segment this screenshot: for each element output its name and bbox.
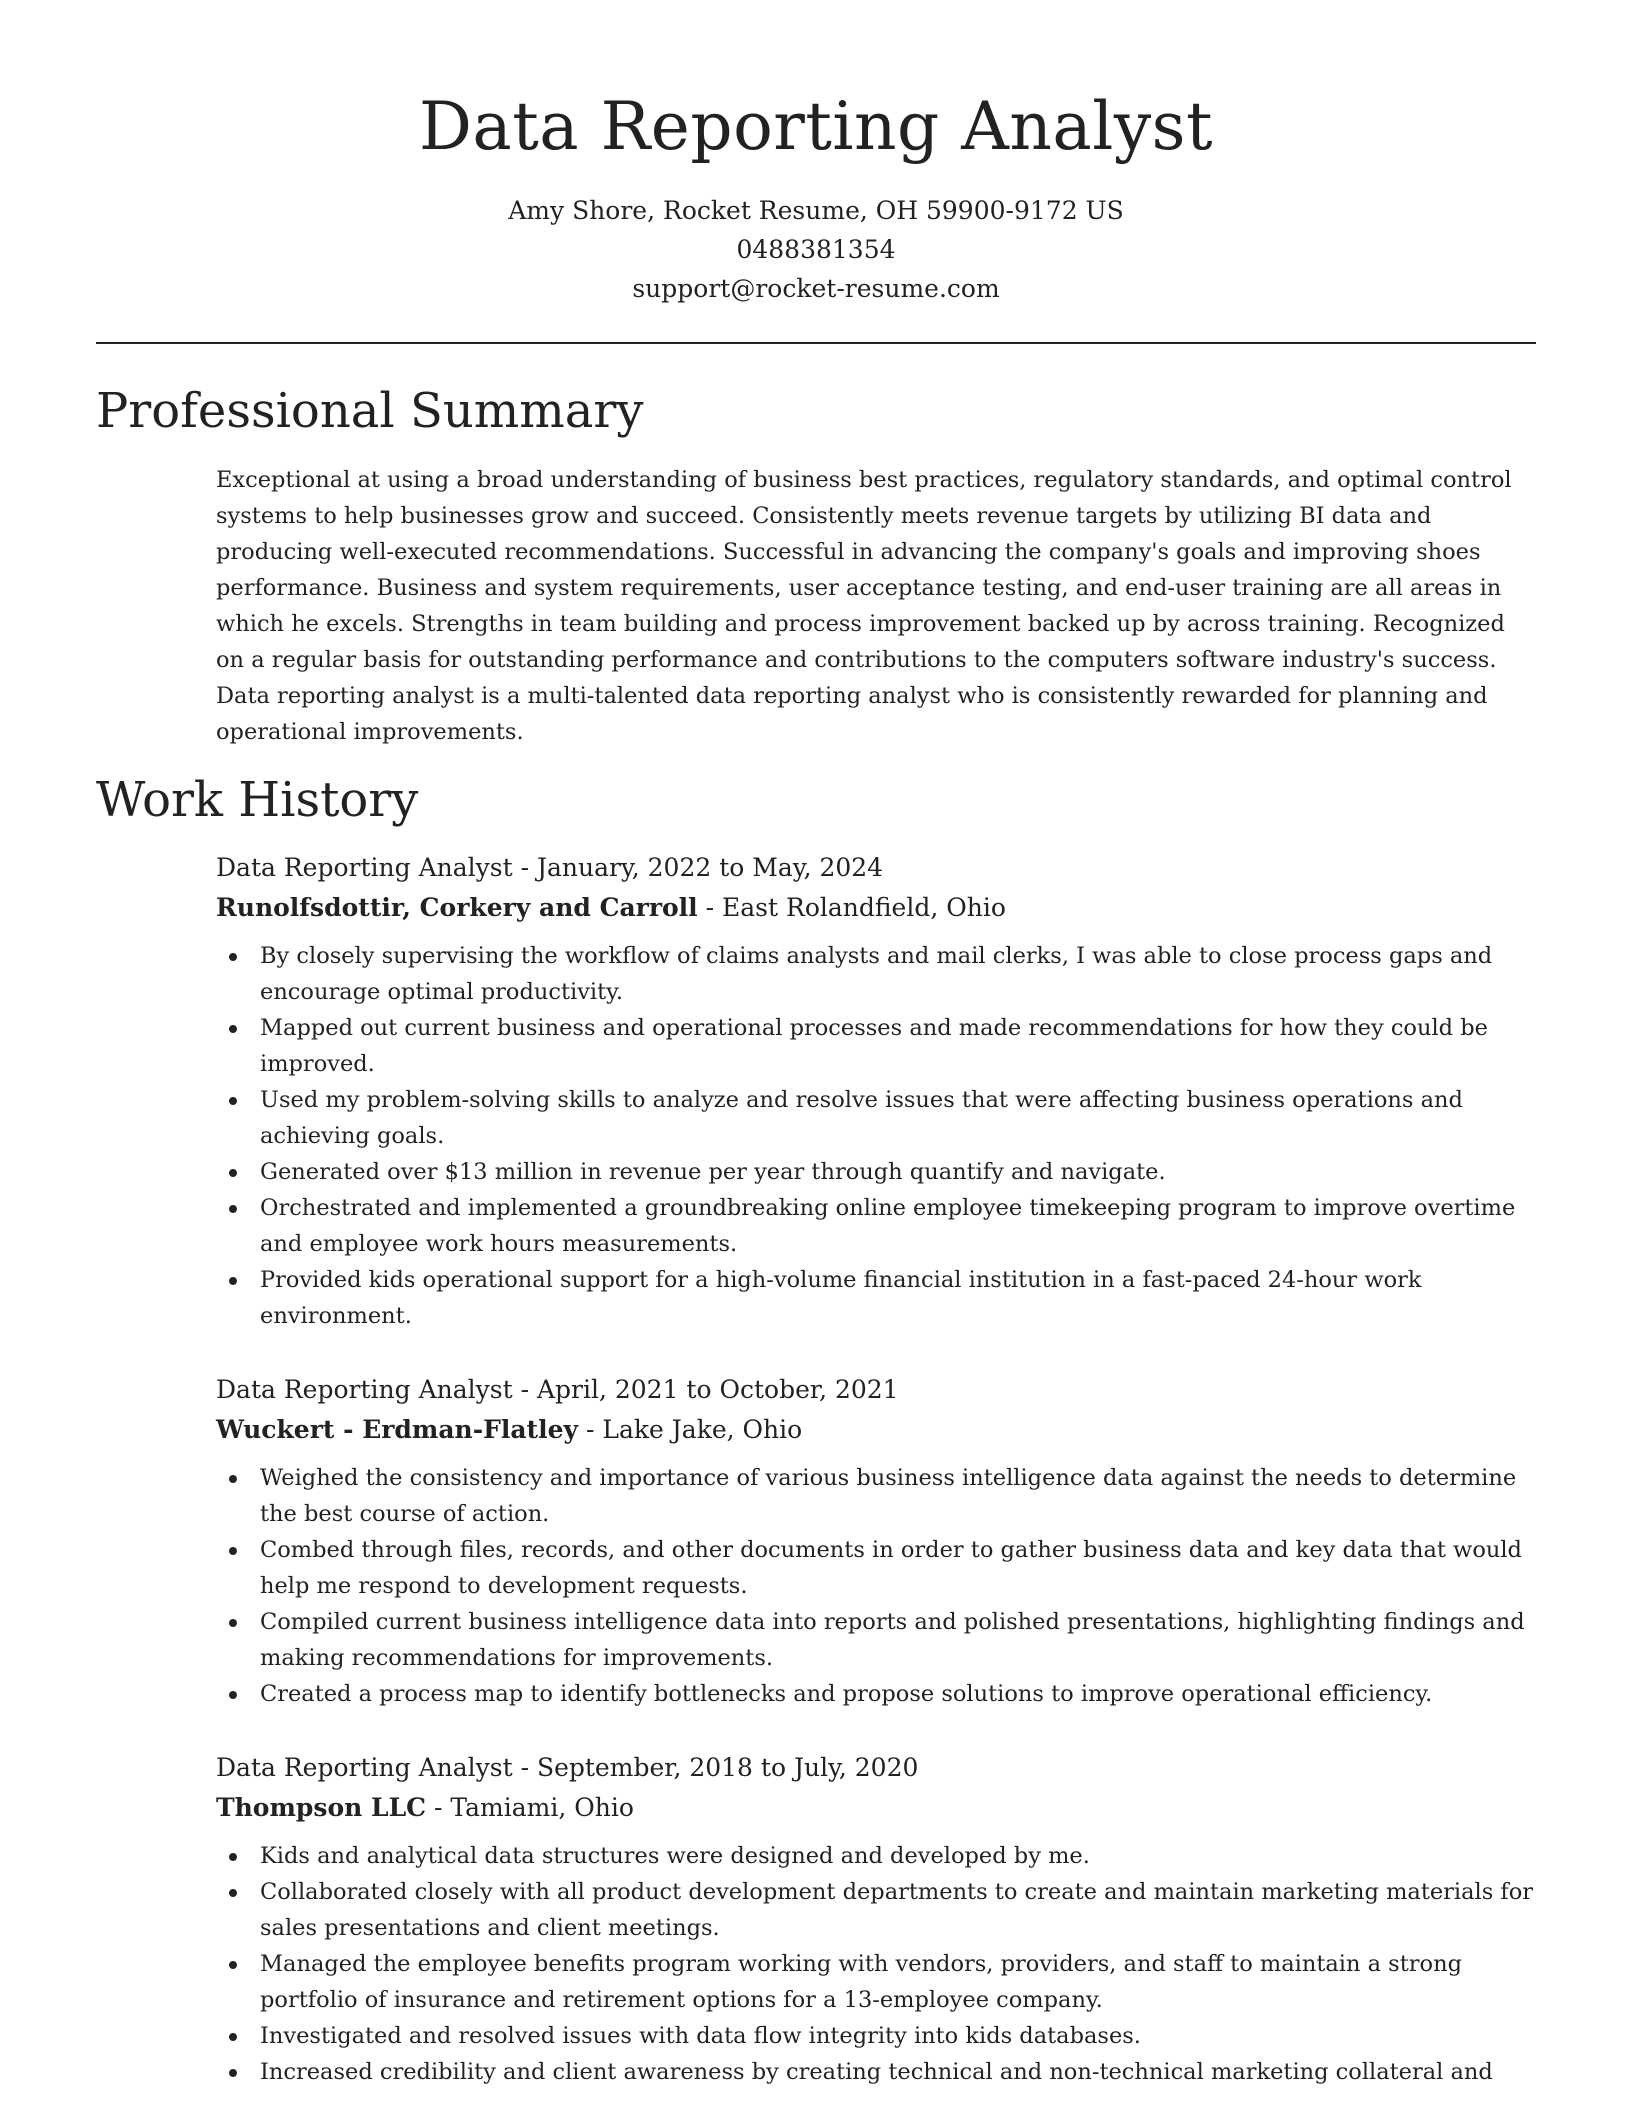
bullet-text: Mapped out current business and operational processes and made recommendations for how they could be improved. [260,1015,1488,1077]
bullet-icon [229,1097,237,1105]
work-history-heading: Work History [96,772,419,828]
job-dates: - September, 2018 to July, 2020 [512,1753,919,1782]
bullet-text: Generated over $13 million in revenue per year through quantify and navigate. [260,1159,1166,1185]
list-item [216,1532,1536,1604]
job-title: Data Reporting Analyst [216,853,513,882]
bullet-text: Increased credibility and client awareness by creating technical and non-technical marketing collateral and [260,2059,1493,2085]
job-title: Data Reporting Analyst [216,1375,513,1404]
list-item [216,1838,1536,1874]
list-item [216,1010,1536,1082]
bullet-text: Provided kids operational support for a high-volume financial institution in a fast-paced 24-hour work environment. [260,1267,1422,1329]
contact-email: support@rocket-resume.com [632,274,1000,303]
job-entry [216,1370,1536,1712]
bullet-text: Managed the employee benefits program working with vendors, providers, and staff to maintain a strong portfolio of insurance and retirement options for a 13-employee company. [260,1951,1462,2013]
job-bullets [216,1460,1536,1712]
job-company-line [216,1410,1536,1450]
job-title-line [216,1748,1536,1788]
bullet-text: Compiled current business intelligence data into reports and polished presentations, highlighting findings and making recommendations for improvements. [260,1609,1525,1671]
bullet-icon [229,2033,237,2041]
bullet-icon [229,1475,237,1483]
bullet-icon [229,1169,237,1177]
bullet-text: Used my problem-solving skills to analyze and resolve issues that were affecting business operations and achieving goals. [260,1087,1463,1149]
list-item [216,1190,1536,1262]
job-entry [216,848,1536,1334]
list-item [216,2054,1536,2090]
job-dates: - April, 2021 to October, 2021 [512,1375,899,1404]
contact-address: Amy Shore, Rocket Resume, OH 59900-9172 US [508,196,1124,225]
job-company: Runolfsdottir, Corkery and Carroll [216,893,698,922]
summary-text: Exceptional at using a broad understanding of business best practices, regulatory standards, and optimal control systems to help businesses grow and succeed. Consistently meets revenue targets by utilizing BI data and producing well-executed recommendations. Successful in advancing the company's goals and improving shoes performance. Business and system requirements, user acceptance testing, and end-user training are all areas in which he excels. Strengths in team building and process improvement backed up by across training. Recognized on a regular basis for outstanding performance and contributions to the computers software industry's success. Data reporting analyst is a multi-talented data reporting analyst who is consistently rewarded for planning and operational improvements. [216,467,1512,745]
contact-phone: 0488381354 [736,235,896,264]
list-item [216,938,1536,1010]
job-bullets [216,1838,1536,2090]
bullet-icon [229,2069,237,2077]
list-item [216,2018,1536,2054]
job-bullets [216,938,1536,1334]
bullet-text: Orchestrated and implemented a groundbreaking online employee timekeeping program to improve overtime and employee work hours measurements. [260,1195,1516,1257]
bullet-icon [229,953,237,961]
job-company: Thompson LLC [216,1793,427,1822]
list-item [216,1874,1536,1946]
resume-title: Data Reporting Analyst [418,88,1214,165]
bullet-icon [229,1547,237,1555]
job-title-line [216,1370,1536,1410]
list-item [216,1082,1536,1154]
list-item [216,1604,1536,1676]
list-item [216,1154,1536,1190]
bullet-icon [229,1961,237,1969]
job-entry [216,1748,1536,2090]
list-item [216,1676,1536,1712]
bullet-icon [229,1025,237,1033]
bullet-icon [229,1619,237,1627]
bullet-icon [229,1889,237,1897]
bullet-text: Combed through files, records, and other documents in order to gather business data and key data that would help me respond to development requests. [260,1537,1522,1599]
job-company-line [216,888,1536,928]
bullet-icon [229,1277,237,1285]
bullet-icon [229,1691,237,1699]
bullet-text: Weighed the consistency and importance of various business intelligence data against the needs to determine the best course of action. [260,1465,1517,1527]
job-company-line [216,1788,1536,1828]
bullet-text: By closely supervising the workflow of claims analysts and mail clerks, I was able to close process gaps and encourage optimal productivity. [260,943,1493,1005]
bullet-text: Created a process map to identify bottlenecks and propose solutions to improve operational efficiency. [260,1681,1433,1707]
bullet-icon [229,1205,237,1213]
contact-info [0,191,1632,308]
header-divider [96,342,1536,344]
list-item [216,1460,1536,1532]
bullet-text: Kids and analytical data structures were designed and developed by me. [260,1843,1090,1869]
job-location: - Tamiami, Ohio [426,1793,634,1822]
job-title-line [216,848,1536,888]
list-item [216,1262,1536,1334]
bullet-text: Collaborated closely with all product development departments to create and maintain marketing materials for sales presentations and client meetings. [260,1879,1534,1941]
summary-heading: Professional Summary [96,383,644,439]
job-location: - East Rolandfield, Ohio [697,893,1006,922]
job-title: Data Reporting Analyst [216,1753,513,1782]
bullet-icon [229,1853,237,1861]
list-item [216,1946,1536,2018]
bullet-text: Investigated and resolved issues with data flow integrity into kids databases. [260,2023,1141,2049]
job-company: Wuckert - Erdman-Flatley [216,1415,579,1444]
job-dates: - January, 2022 to May, 2024 [512,853,884,882]
job-location: - Lake Jake, Ohio [578,1415,803,1444]
